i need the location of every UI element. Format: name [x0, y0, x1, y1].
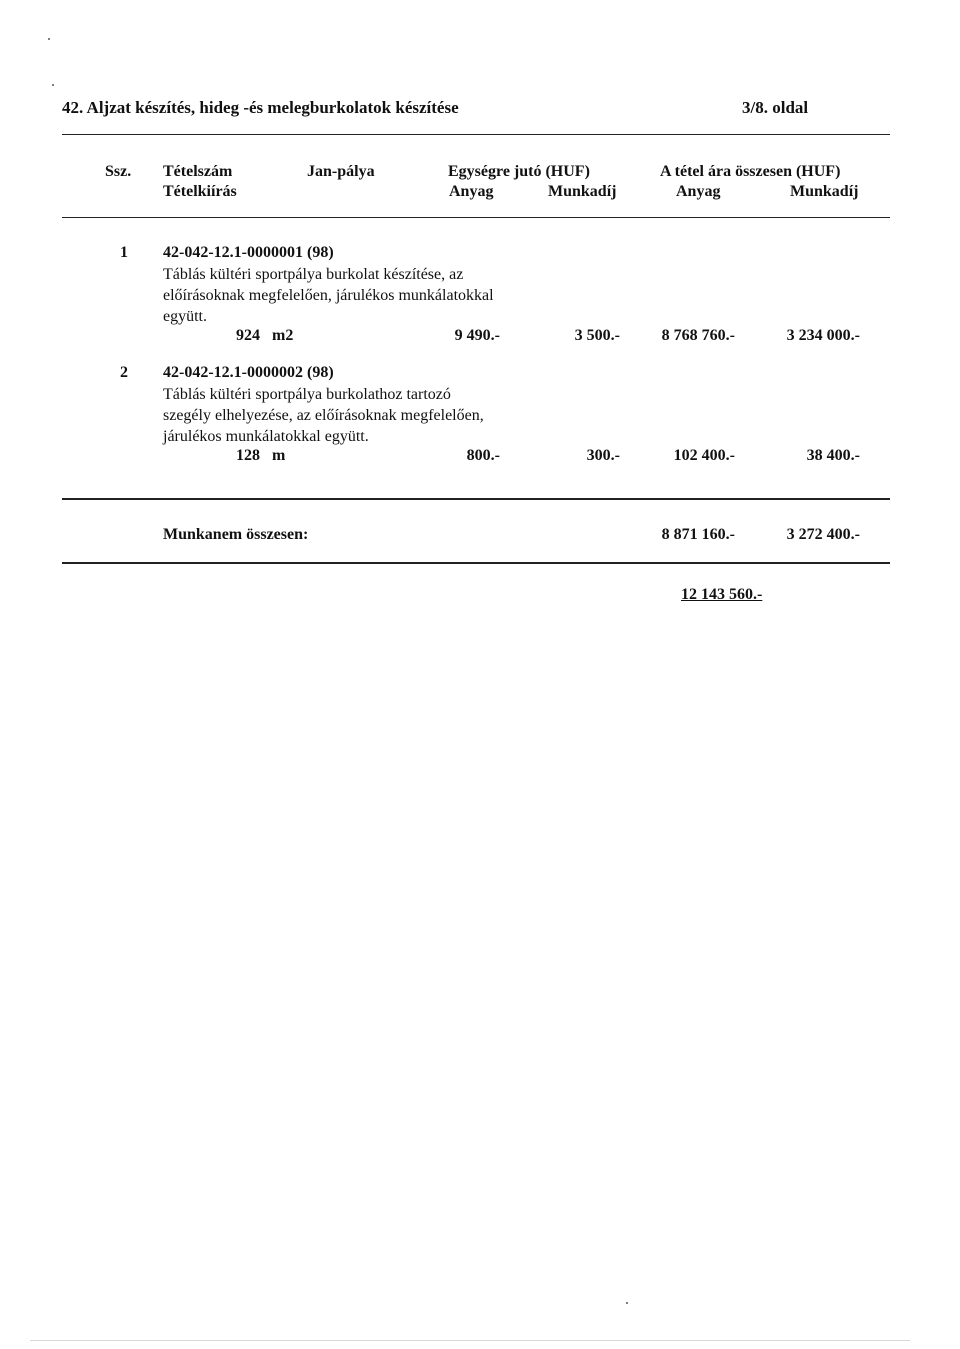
col-tetelszam: Tételszám [163, 163, 233, 180]
item-number: 2 [120, 364, 128, 381]
item-description-line: járulékos munkálatokkal együtt. [163, 428, 369, 445]
col-total-price: A tétel ára összesen (HUF) [660, 163, 841, 180]
columns-rule [62, 217, 890, 218]
grand-total: 12 143 560.- [681, 586, 763, 603]
summary-bottom-rule [62, 562, 890, 564]
item-total-labour: 38 400.- [806, 447, 860, 464]
item-total-labour: 3 234 000.- [786, 327, 860, 344]
summary-top-rule [62, 498, 890, 500]
summary-total-labour: 3 272 400.- [786, 526, 860, 543]
item-unit: m2 [272, 327, 294, 344]
item-quantity: 128 [236, 447, 260, 464]
item-code: 42-042-12.1-0000001 (98) [163, 244, 334, 261]
col-total-munkadij: Munkadíj [790, 183, 859, 200]
page-number: 3/8. oldal [742, 98, 809, 117]
item-unit-labour: 3 500.- [574, 327, 620, 344]
item-quantity: 924 [236, 327, 260, 344]
scan-edge [30, 1340, 910, 1341]
col-ssz: Ssz. [105, 163, 132, 180]
scan-mark [626, 1302, 628, 1304]
item-number: 1 [120, 244, 128, 261]
item-description-line: szegély elhelyezése, az előírásoknak megfelelően, [163, 407, 484, 424]
col-tetelkiiras: Tételkiírás [163, 183, 237, 200]
col-total-anyag: Anyag [676, 183, 721, 200]
item-total-material: 102 400.- [673, 447, 735, 464]
item-description-line: Táblás kültéri sportpálya burkolathoz tartozó [163, 386, 451, 403]
col-jan-palya: Jan-pálya [307, 163, 375, 180]
col-unit-munkadij: Munkadíj [548, 183, 617, 200]
summary-total-material: 8 871 160.- [661, 526, 735, 543]
item-unit-material: 9 490.- [454, 327, 500, 344]
item-code: 42-042-12.1-0000002 (98) [163, 364, 334, 381]
item-unit-labour: 300.- [586, 447, 620, 464]
summary-label: Munkanem összesen: [163, 526, 309, 543]
item-unit: m [272, 447, 286, 464]
page-title: 42. Aljzat készítés, hideg -és melegburkolatok készítése [62, 98, 459, 117]
header-rule [62, 134, 890, 135]
item-description-line: együtt. [163, 308, 207, 325]
item-unit-material: 800.- [466, 447, 500, 464]
col-unit-anyag: Anyag [449, 183, 494, 200]
col-unit-price: Egységre jutó (HUF) [448, 163, 590, 180]
scan-mark [52, 84, 54, 86]
item-description-line: Táblás kültéri sportpálya burkolat készítése, az [163, 266, 464, 283]
scan-mark [48, 38, 50, 40]
item-description-line: előírásoknak megfelelően, járulékos munkálatokkal [163, 287, 494, 304]
item-total-material: 8 768 760.- [661, 327, 735, 344]
